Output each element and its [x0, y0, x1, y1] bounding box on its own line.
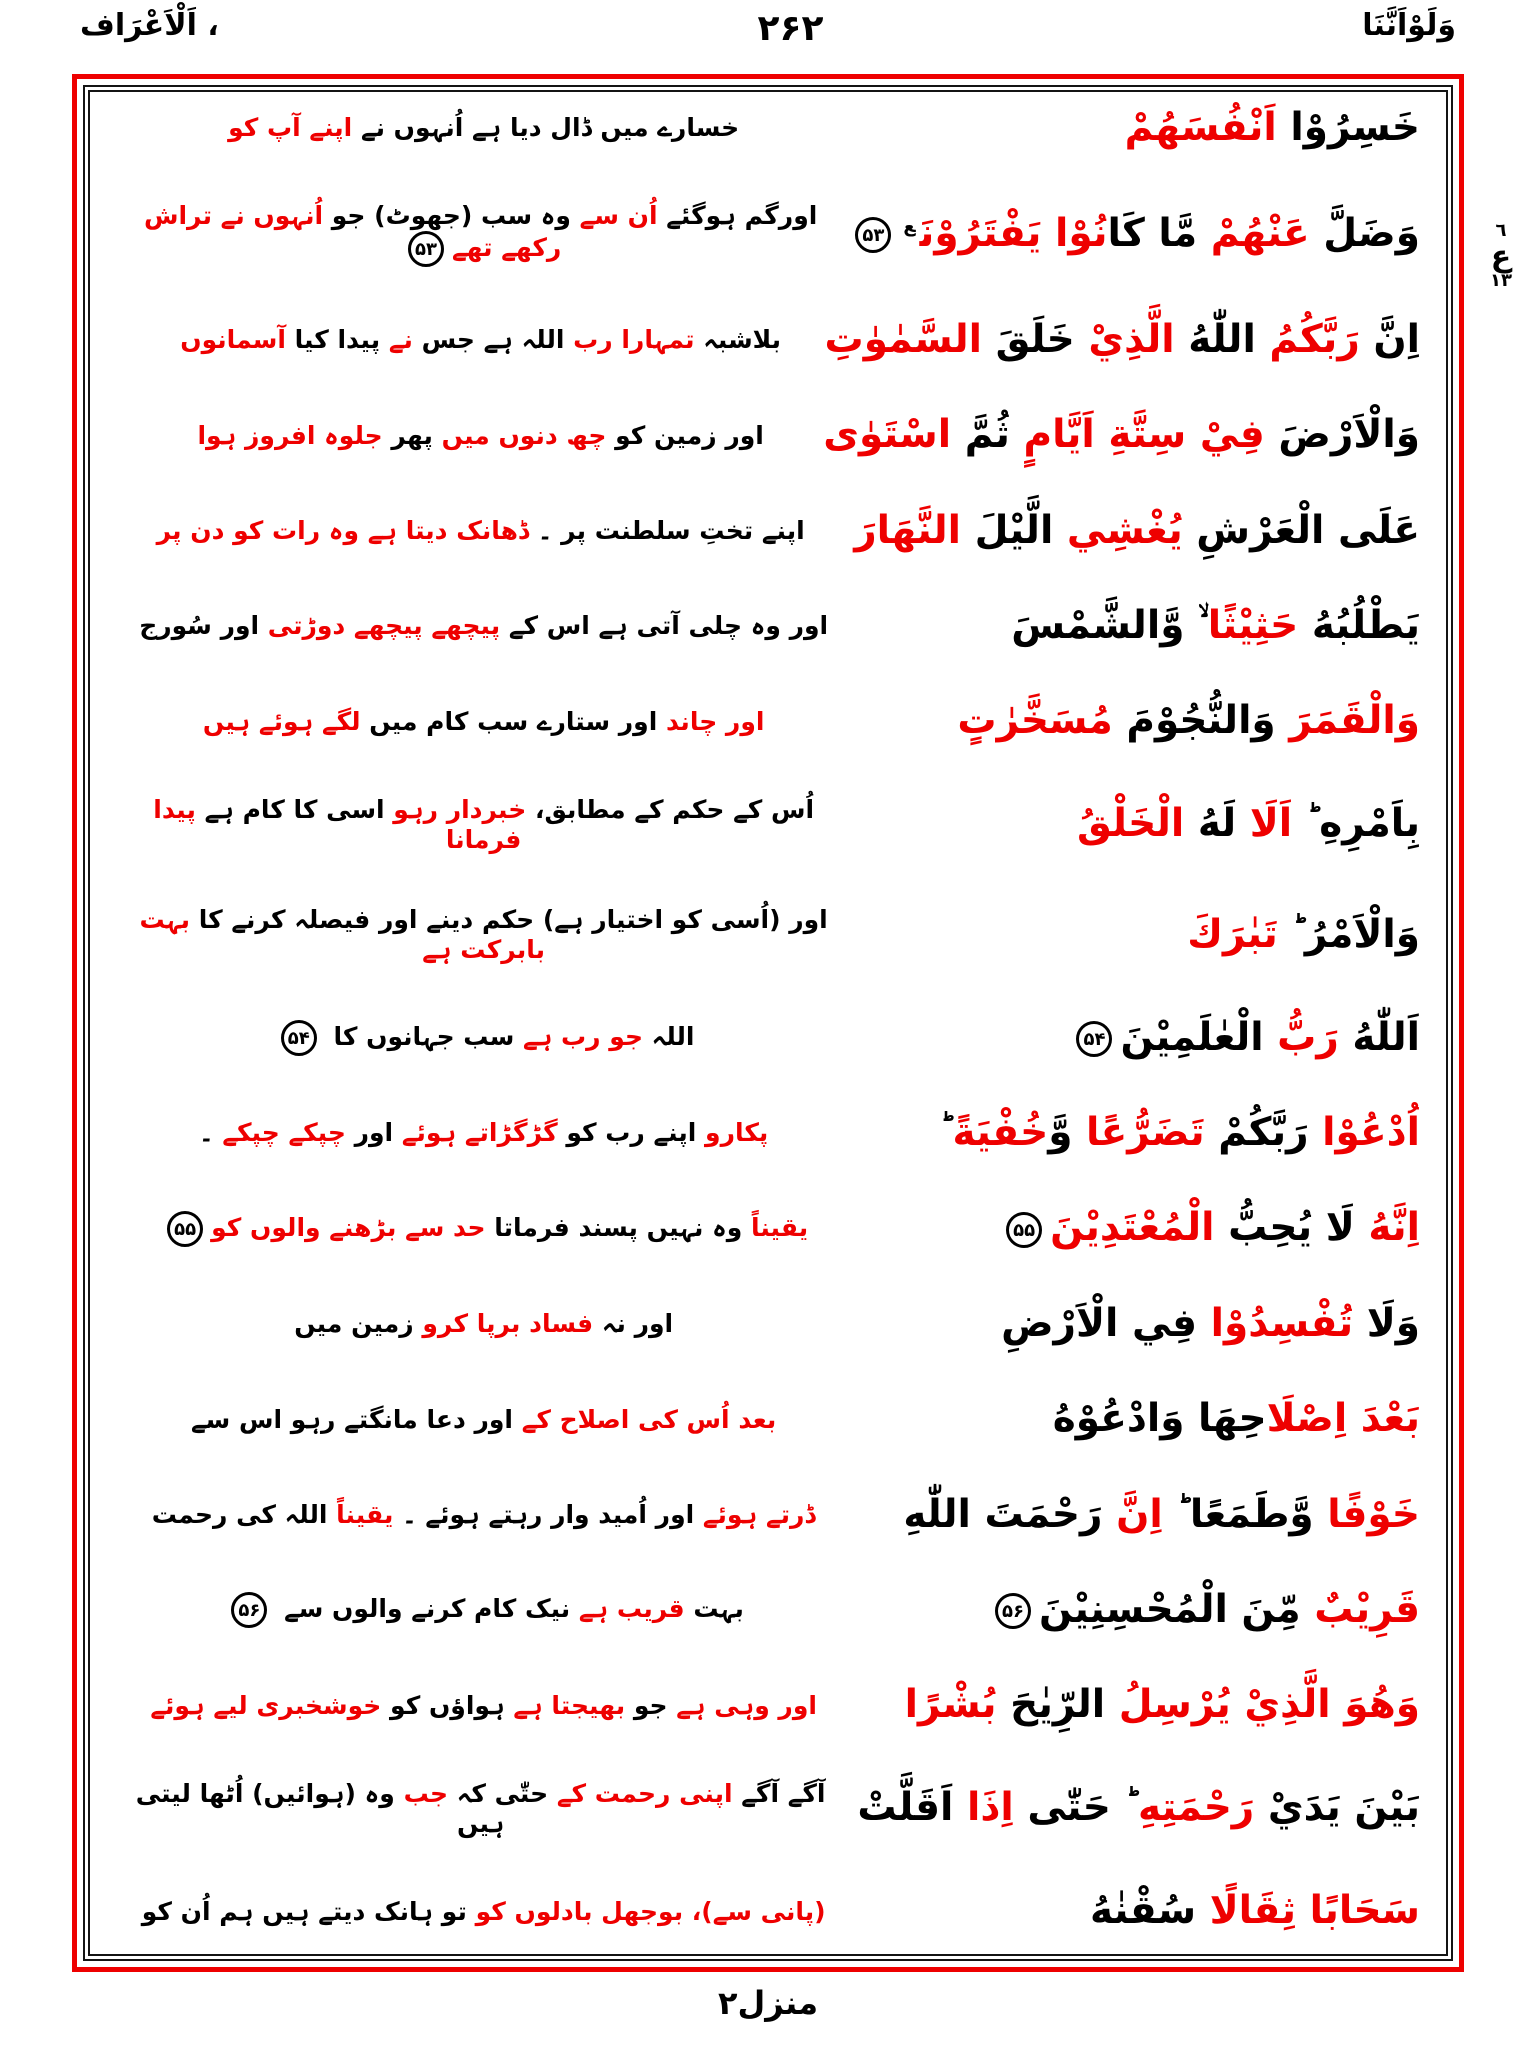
text-segment-red: خبردار رہو	[393, 794, 527, 824]
arabic-line	[865, 1206, 1420, 1251]
text-segment-red: جب	[403, 1778, 449, 1808]
text-segment-red: ڈرتے ہوئے	[702, 1499, 816, 1529]
text-segment-red: اسْتَوٰى	[823, 412, 952, 458]
verse-row	[116, 1111, 1420, 1156]
text-segment-red: جو رب ہے	[523, 1022, 643, 1052]
text-segment-red: رَبَّكُمُ	[1269, 316, 1360, 362]
text-segment-red: الَّذِيْ	[1088, 316, 1175, 362]
urdu-translation-line	[116, 113, 851, 143]
urdu-translation-line	[116, 905, 851, 965]
text-segment-red: تُفْسِدُوْا	[1210, 1300, 1354, 1346]
arabic-line	[854, 507, 1420, 554]
verse-row	[116, 1493, 1420, 1538]
arabic-line	[865, 1493, 1420, 1538]
text-segment: حِهَا وَادْعُوْهُ	[1052, 1396, 1267, 1442]
text-segment: اور نہ	[593, 1309, 674, 1339]
urdu-translation-line	[116, 1779, 845, 1839]
text-segment: وَّطَمَعًا ؕ	[1162, 1491, 1328, 1537]
text-segment-red: یقیناً	[750, 1212, 809, 1242]
urdu-translation-line	[116, 1405, 851, 1435]
verse-number-badge: ۵۶	[231, 1592, 267, 1628]
text-segment: خَلَقَ	[982, 316, 1089, 362]
text-segment: جو	[625, 1690, 677, 1720]
text-segment-red: گڑگڑاتے ہوئے	[401, 1118, 558, 1148]
ruku-juz-count: ١٣	[1490, 270, 1512, 292]
urdu-translation-line	[116, 1897, 851, 1927]
text-segment: ثُمَّ	[951, 412, 1024, 458]
text-segment: الرِّيٰحَ	[996, 1682, 1119, 1728]
urdu-translation-line	[116, 707, 851, 737]
verse-row	[116, 604, 1420, 649]
text-segment: رَبَّكُمْ	[1204, 1110, 1323, 1156]
text-segment-red: یقیناً	[336, 1499, 394, 1529]
text-segment-red: اور وہی ہے	[676, 1690, 817, 1720]
text-segment: اور (اُسی کو اختیار ہے) حکم دینے اور فیصلہ کرنے کا	[190, 905, 828, 935]
text-segment-red: سَحَابًا ثِقَالًا	[1209, 1888, 1420, 1934]
text-segment-red: ڈھانک دیتا ہے وہ رات کو دن پر	[156, 516, 530, 546]
text-segment-red: بَعْدَ اِصْلَا	[1266, 1396, 1420, 1442]
text-segment: تو ہانک دیتے ہیں ہم اُن کو	[141, 1896, 476, 1926]
text-segment-red: السَّمٰوٰتِ	[824, 316, 983, 362]
arabic-line	[859, 1786, 1420, 1831]
text-segment-red: اُن سے	[579, 201, 658, 231]
verse-row	[116, 795, 1420, 855]
arabic-line	[824, 316, 1420, 363]
text-segment: اور	[345, 1118, 402, 1148]
surah-name: اَلْاَعْرَاف ،	[80, 8, 219, 43]
verse-number-badge: ۵۶	[995, 1593, 1031, 1629]
text-segment: بَيْنَ يَدَيْ	[1254, 1785, 1420, 1831]
text-segment-red: خَوْفًا	[1327, 1491, 1420, 1537]
text-segment: بِاَمْرِهِ ؕ	[1292, 801, 1420, 847]
text-segment-red: بھیجتا ہے	[513, 1690, 626, 1720]
text-segment-red: تَضَرُّعًا	[1086, 1110, 1205, 1156]
text-segment: ۔	[199, 1118, 223, 1148]
verse-row	[116, 201, 1420, 267]
verse-row	[116, 1889, 1420, 1934]
text-segment: خسارے میں ڈال دیا ہے اُنہوں نے	[352, 113, 740, 143]
verse-number-badge: ۵۳	[855, 217, 891, 253]
text-segment-red: اپنی رحمت کے	[556, 1778, 733, 1808]
text-segment: وہ سب (جھوٹ) جو	[323, 201, 580, 231]
text-segment-red: حد سے بڑھنے والوں کو	[211, 1212, 486, 1242]
text-segment-red: عَنْهُمْ	[1210, 210, 1310, 256]
text-segment-red: تمہارا رب	[573, 325, 695, 355]
text-segment-red: الْخَلْقُ	[1077, 801, 1185, 847]
arabic-line	[865, 604, 1420, 649]
text-segment-red: خُفْيَةً	[952, 1110, 1049, 1156]
text-segment: اَللّٰهُ	[1338, 1014, 1420, 1060]
verse-row	[116, 1016, 1420, 1061]
urdu-translation-line	[116, 795, 851, 855]
content-rows	[116, 106, 1420, 1934]
text-segment: وَضَلَّ	[1309, 210, 1420, 256]
verse-row	[116, 1397, 1420, 1442]
text-segment-red: الْمُعْتَدِيْنَ	[1050, 1205, 1215, 1251]
text-segment-red: قریب ہے	[578, 1594, 685, 1624]
text-segment: سب جہانوں کا	[324, 1022, 524, 1052]
text-segment: اسی کا کام ہے	[195, 794, 394, 824]
text-segment: اور ستارے سب کام میں	[360, 706, 666, 736]
text-segment-red: النَّهَارَ	[854, 507, 961, 553]
text-segment: اور اُمید وار رہتے ہوئے ۔	[393, 1499, 703, 1529]
text-segment-red: اُنہوں نے تراش رکھے تھے	[143, 201, 562, 263]
text-segment-red: وَهُوَ الَّذِيْ يُرْسِلُ	[1118, 1682, 1420, 1728]
arabic-line	[865, 1016, 1420, 1061]
text-segment-red: جلوہ افروز ہوا	[197, 420, 383, 450]
text-segment: اللہ ہے جس	[412, 325, 574, 355]
urdu-translation-line	[116, 1592, 851, 1628]
text-segment: اور سُورج	[139, 611, 268, 641]
text-segment-red: اور چاند	[665, 706, 765, 736]
text-segment-red: حَثِيْثًا	[1207, 602, 1299, 648]
urdu-translation-line	[116, 325, 845, 355]
urdu-translation-line	[116, 201, 845, 267]
text-segment: وہ نہیں پسند فرماتا	[485, 1212, 751, 1242]
urdu-translation-line	[116, 1118, 851, 1148]
text-segment: اور وہ چلی آتی ہے اس کے	[500, 611, 829, 641]
text-segment-red: آسمانوں	[180, 325, 286, 355]
text-segment: وہ (ہوائیں) اُٹھا لیتی ہیں	[135, 1778, 505, 1838]
text-segment-red: بہت بابرکت ہے	[139, 905, 545, 965]
text-segment: پھر	[382, 420, 442, 450]
text-segment: الَّيْلَ	[961, 507, 1067, 553]
text-segment-red: مُسَخَّرٰتٍ	[957, 698, 1113, 744]
text-segment: وَالنُّجُوْمَ	[1112, 698, 1290, 744]
text-segment-red: پکارو	[705, 1118, 769, 1148]
text-segment-red: اِنَّهُ	[1368, 1205, 1420, 1251]
arabic-line	[865, 802, 1420, 847]
text-segment: اِنَّ	[1359, 316, 1420, 362]
verse-row	[116, 905, 1420, 965]
text-segment-red: پیدا فرمانا	[153, 794, 522, 854]
urdu-translation-line	[116, 1500, 851, 1530]
text-segment: اللّٰهُ	[1174, 316, 1270, 362]
page-number: ۲۶۲	[757, 8, 824, 49]
verse-row	[116, 1206, 1420, 1251]
text-segment: سُقْنٰهُ	[1090, 1888, 1210, 1934]
urdu-translation-line	[116, 421, 845, 451]
verse-number-badge: ۵۴	[1076, 1021, 1112, 1057]
urdu-translation-line	[116, 1211, 851, 1247]
text-segment: زمین میں	[294, 1309, 423, 1339]
verse-row	[116, 1779, 1420, 1839]
red-border-frame	[72, 74, 1464, 1972]
urdu-translation-line	[116, 1309, 851, 1339]
text-segment-red: اپنے آپ کو	[228, 113, 353, 143]
arabic-line	[865, 1111, 1420, 1156]
text-segment-red: تَبٰرَكَ	[1187, 911, 1278, 957]
verse-row	[116, 699, 1420, 744]
urdu-translation-line	[116, 516, 845, 546]
text-segment: لَا يُحِبُّ	[1214, 1205, 1369, 1251]
verse-row	[116, 318, 1420, 363]
text-segment: وَالْاَرْضَ	[1264, 412, 1420, 458]
text-segment: ۙ وَّالشَّمْسَ	[1011, 602, 1208, 648]
text-segment: نیک کام کرنے والوں سے	[275, 1594, 579, 1624]
text-segment: بلاشبہ	[694, 325, 782, 355]
text-segment: خَسِرُوْا	[1276, 105, 1420, 150]
arabic-line	[865, 699, 1420, 744]
urdu-translation-line	[116, 1691, 851, 1721]
text-segment-red: وَالْقَمَرَ	[1289, 698, 1420, 744]
text-segment: عَلَى الْعَرْشِ	[1182, 507, 1420, 553]
text-segment: مِّنَ الْمُحْسِنِيْنَ	[1038, 1586, 1315, 1632]
text-segment: فِي الْاَرْضِ	[1001, 1300, 1211, 1346]
text-segment-red: اَلَا	[1249, 801, 1293, 847]
verse-row	[116, 1683, 1420, 1728]
juz-name: وَلَوْاَنَّنَا	[1362, 8, 1456, 43]
ruku-surah-count: ٦	[1495, 220, 1507, 241]
manzil-footer: منزل۲	[717, 1984, 819, 2022]
text-segment-red: لگے ہوئے ہیں	[202, 706, 361, 736]
verse-row	[116, 1588, 1420, 1633]
verse-number-badge: ۵۳	[408, 231, 444, 267]
page-header	[80, 8, 1456, 49]
text-segment-red: رَحْمَتِهِ	[1137, 1785, 1255, 1831]
arabic-line	[865, 913, 1420, 958]
verse-number-badge: ۵۵	[167, 1211, 203, 1247]
verse-row	[116, 509, 1420, 554]
text-segment: الْعٰلَمِيْنَ	[1120, 1014, 1278, 1060]
text-segment: لَهُ	[1184, 801, 1250, 847]
text-segment-red: نے	[388, 325, 413, 355]
black-double-border	[83, 85, 1453, 1961]
text-segment: مَّا كَا	[1107, 210, 1211, 256]
text-segment-red: خوشخبری لیے ہوئے	[150, 1690, 382, 1720]
text-segment: رَحْمَتَ اللّٰهِ	[903, 1491, 1117, 1537]
text-segment-red: قَرِيْبٌ	[1314, 1586, 1420, 1632]
text-segment-red: چھ دنوں میں	[441, 420, 607, 450]
text-segment: اپنے رب کو	[557, 1118, 706, 1148]
verse-number-badge: ۵۵	[1006, 1212, 1042, 1248]
text-segment-red: فساد برپا کرو	[422, 1309, 594, 1339]
text-segment: اُس کے حکم کے مطابق،	[526, 794, 815, 824]
text-segment-red: فِيْ سِتَّةِ اَيَّامٍ	[1023, 412, 1265, 458]
ruku-ain-inline-mark: ع	[903, 215, 916, 237]
text-segment-red: اَنْفُسَهُمْ	[1124, 105, 1277, 150]
arabic-line	[865, 1397, 1420, 1442]
text-segment: ؕ حَتّٰى	[1013, 1785, 1138, 1831]
text-segment: وَّ	[1048, 1110, 1087, 1156]
text-segment: اللہ	[642, 1022, 695, 1052]
text-segment: اور دعا مانگتے رہو اس سے	[191, 1404, 522, 1434]
text-segment: ؕ	[938, 1110, 953, 1156]
text-segment: ہواؤں کو	[381, 1690, 514, 1720]
text-segment: اللہ کی رحمت	[151, 1499, 337, 1529]
text-segment: اپنے تختِ سلطنت پر ۔	[529, 516, 805, 546]
text-segment: اور زمین کو	[606, 420, 764, 450]
verse-row	[116, 106, 1420, 151]
text-segment-red: (پانی سے)، بوجھل بادلوں کو	[475, 1896, 826, 1926]
text-segment: يَطْلُبُهُ	[1298, 602, 1420, 648]
arabic-line	[865, 106, 1420, 151]
urdu-translation-line	[116, 1020, 851, 1056]
text-segment: آگے آگے	[732, 1778, 826, 1808]
text-segment: اَقَلَّتْ	[857, 1785, 967, 1831]
text-segment-red: پیچھے پیچھے دوڑتی	[267, 611, 501, 641]
arabic-line	[865, 1889, 1420, 1934]
text-segment-red: بعد اُس کی اصلاح کے	[521, 1404, 777, 1434]
arabic-line	[823, 412, 1420, 458]
text-segment: اورگم ہوگئے	[657, 201, 818, 231]
text-segment: بہت	[684, 1594, 744, 1624]
ain-icon: ع	[1490, 238, 1512, 274]
text-segment-red: رَبُّ	[1277, 1014, 1339, 1060]
verse-number-badge: ۵۴	[281, 1020, 317, 1056]
text-segment-red: نُوْا يَفْتَرُوْنَ	[919, 210, 1108, 256]
urdu-translation-line	[116, 611, 851, 641]
text-segment-red: اِذَا	[967, 1785, 1014, 1831]
ruku-margin-marker	[1490, 222, 1512, 291]
text-segment-red: يُغْشِي	[1066, 507, 1183, 553]
arabic-line	[865, 1302, 1420, 1347]
arabic-line	[865, 1683, 1420, 1728]
text-segment-red: اُدْعُوْا	[1322, 1110, 1420, 1156]
arabic-line	[859, 212, 1420, 257]
text-segment-red: بُشْرًا	[904, 1682, 997, 1728]
text-segment: پیدا کیا	[285, 325, 389, 355]
text-segment: وَلَا	[1353, 1300, 1420, 1346]
text-segment: وَالْاَمْرُ ؕ	[1277, 911, 1420, 957]
text-segment-red: اِنَّ	[1116, 1491, 1163, 1537]
verse-row	[116, 1302, 1420, 1347]
text-segment: حتّٰی کہ	[448, 1778, 557, 1808]
verse-row	[116, 413, 1420, 458]
text-segment-red: چپکے چپکے	[222, 1118, 346, 1148]
arabic-line	[865, 1588, 1420, 1633]
